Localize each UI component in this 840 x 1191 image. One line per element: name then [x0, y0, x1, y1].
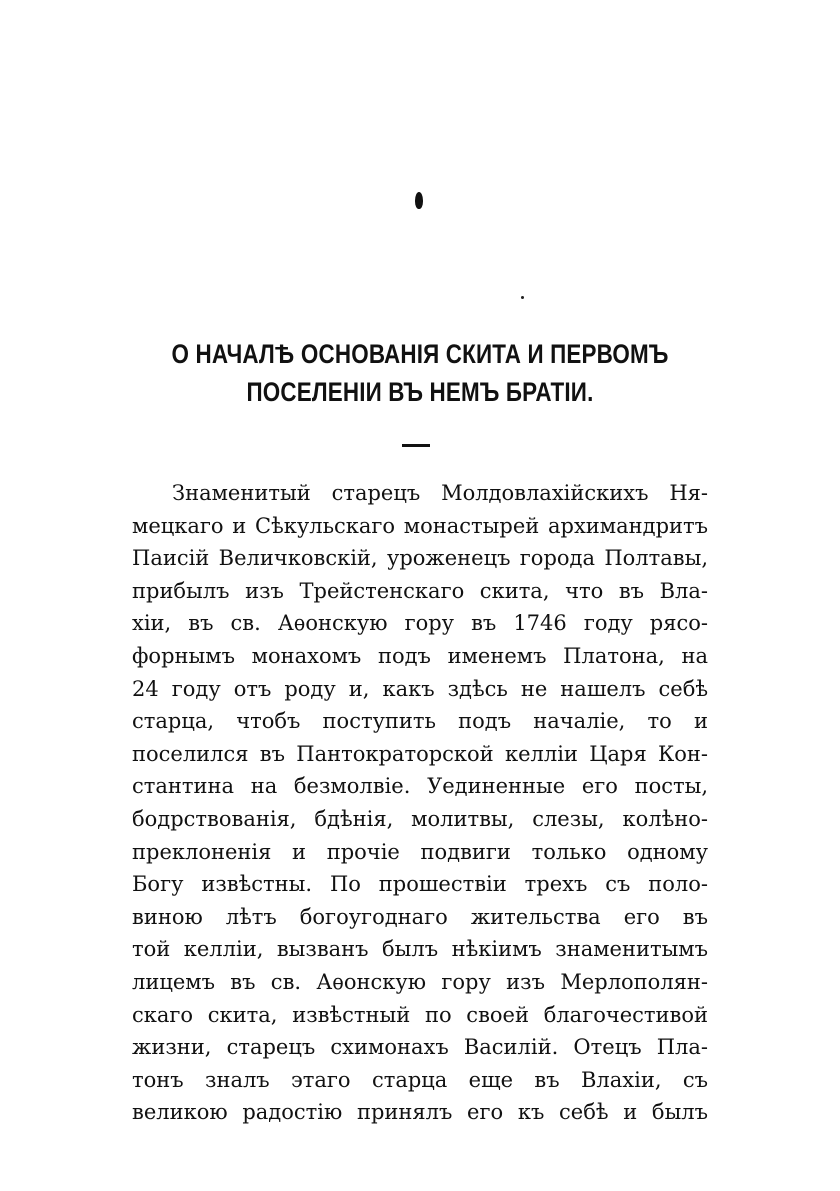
body-paragraph	[132, 477, 708, 1129]
ornament-mark	[415, 192, 423, 209]
text-line: прибылъ изъ Трейстенскаго скита, что въ Вла-	[132, 578, 708, 603]
text-line: Паисій Величковскій, уроженецъ города Полтавы,	[132, 546, 708, 571]
text-line: Знаменитый старецъ Молдовлахійскихъ Ня-	[172, 481, 708, 505]
text-line: стантина на безмолвіе. Уединенные его посты,	[132, 774, 708, 799]
title-divider	[402, 444, 430, 447]
print-speck	[521, 296, 524, 299]
text-line: форнымъ монахомъ подъ именемъ Платона, на	[132, 643, 708, 668]
text-line: 24 году отъ роду и, какъ здѣсь не нашелъ себѣ	[132, 676, 708, 701]
text-line: поселился въ Пантократорской келліи Царя Кон-	[132, 741, 708, 766]
text-line: великою радостію принялъ его къ себѣ и былъ	[132, 1100, 708, 1125]
text-line: тонъ зналъ этаго старца еще въ Влахіи, съ	[132, 1067, 708, 1092]
text-line: жизни, старецъ схимонахъ Василій. Отецъ Пла-	[132, 1035, 708, 1060]
text-line: мецкаго и Сѣкульскаго монастырей архимандритъ	[132, 513, 708, 538]
text-line: преклоненія и прочіе подвиги только одному	[132, 839, 708, 864]
chapter-title-line-2: ПОСЕЛЕНІИ ВЪ НЕМЪ БРАТІИ.	[246, 377, 594, 407]
text-line: Богу извѣстны. По прошествіи трехъ съ поло-	[132, 872, 708, 897]
text-line: скаго скита, извѣстный по своей благочестивой	[132, 1002, 708, 1027]
text-line: старца, чтобъ поступить подъ началіе, то и	[132, 709, 708, 734]
text-line: той келліи, вызванъ былъ нѣкіимъ знаменитымъ	[132, 937, 708, 962]
text-line: виною лѣтъ богоугоднаго жительства его въ	[132, 904, 708, 929]
chapter-title-line-1: О НАЧАЛѢ ОСНОВАНІЯ СКИТА И ПЕРВОМЪ	[171, 339, 669, 369]
text-line: хіи, въ св. Аѳонскую гору въ 1746 году рясо-	[132, 611, 708, 636]
text-line: бодрствованія, бдѣнія, молитвы, слезы, колѣно-	[132, 806, 708, 831]
text-line: лицемъ въ св. Аѳонскую гору изъ Мерлополян-	[132, 969, 708, 994]
